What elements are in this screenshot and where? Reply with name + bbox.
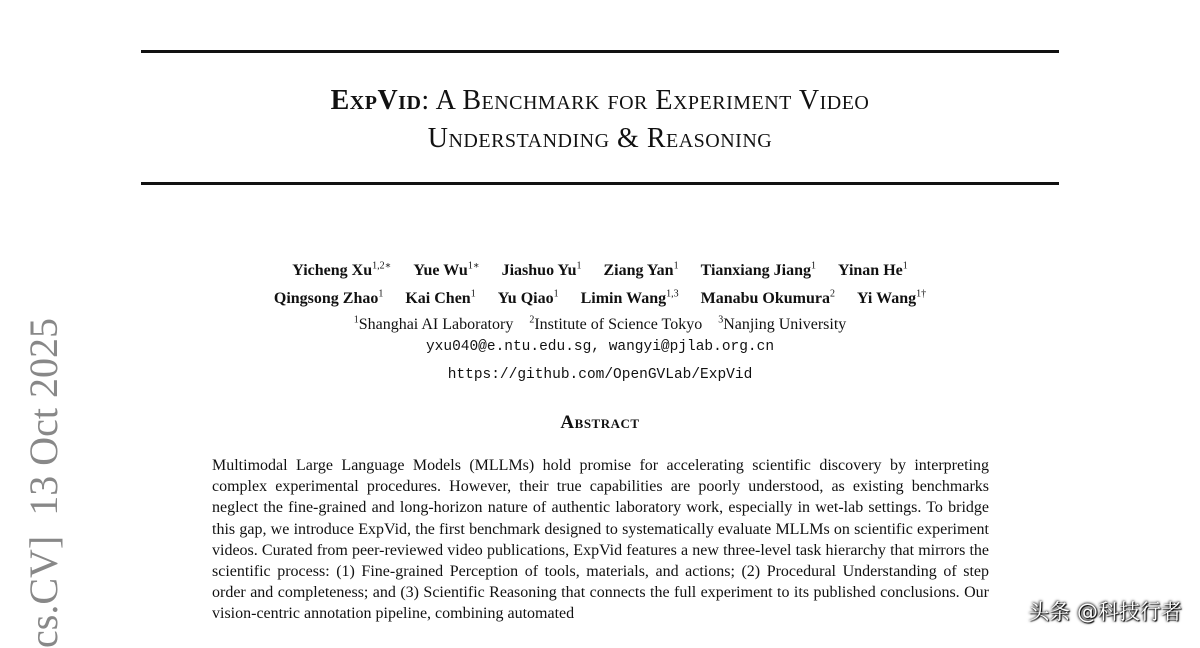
title-rule-top	[141, 50, 1059, 53]
author: Yi Wang$^{1\dagger}$	[856, 288, 927, 307]
author: Kai Chen$^1$	[405, 288, 476, 307]
author: Yue $Wu^{1∗}$	[413, 261, 480, 280]
title-rest: : A Benchmark for Experiment Video	[421, 85, 870, 116]
source-watermark: 头条 @科技行者	[1028, 600, 1182, 624]
author: Limin Wang$^{1,3}$	[580, 288, 679, 307]
affiliations	[141, 310, 1059, 336]
project-url[interactable]: https://github.com/OpenGVLab/ExpVid	[447, 367, 753, 383]
author: Ziang Yan$^1$	[603, 261, 679, 280]
author-row-2	[141, 282, 1059, 309]
affiliation: $^3$Nanjing University	[718, 314, 847, 333]
abstract-heading: Abstract	[560, 412, 640, 433]
author: Yinan He$^1$	[838, 261, 908, 280]
title-line-1	[141, 82, 1059, 120]
affiliation: $^1$Shanghai AI Laboratory	[353, 314, 514, 333]
abstract-text: Multimodal Large Language Models (MLLMs) hold promise for accelerating scientific discovery by interpreting complex experimental procedures. However, their true capabilities are poorly understood, as existing benchmarks neglect the fine-grained and long-horizon nature of authentic laboratory work, especially in wet-lab settings. To bridge this gap, we introduce ExpVid, the first benchmark designed to systematically evaluate MLLMs on scientific experiment videos. Curated from peer-reviewed video publications, ExpVid features a new three-level task hierarchy that mirrors the scientific process: (1) Fine-grained Perception of tools, materials, and actions; (2) Procedural Understanding of step order and completeness; and (3) Scientific Reasoning that connects the full experiment to its published conclusions. Our vision-centric annotation pipeline, combining automated	[212, 457, 989, 623]
title-name: ExpVid	[330, 85, 422, 116]
author: Qingsong Zhao$^1$	[273, 288, 384, 307]
arxiv-sidebar-stamp: cs.CV] 13 Oct 2025	[21, 318, 66, 648]
author: Yicheng $Xu^{1,2∗}$	[292, 261, 392, 280]
author: Manabu Okumura$^2$	[700, 288, 835, 307]
author: Tianxiang Jiang$^1$	[700, 261, 816, 280]
paper-title	[141, 82, 1059, 158]
author: Yu Qiao$^1$	[497, 288, 559, 307]
contact-emails: yxu040@e.ntu.edu.sg, wangyi@pjlab.org.cn	[425, 338, 775, 355]
title-line-2: Understanding & Reasoning	[427, 123, 773, 154]
author: Jiashuo Yu$^1$	[501, 261, 582, 280]
title-rule-bottom	[141, 182, 1059, 185]
affiliation: $^2$Institute of Science Tokyo	[529, 314, 703, 333]
author-row-1	[141, 255, 1059, 282]
author-block	[141, 255, 1059, 358]
